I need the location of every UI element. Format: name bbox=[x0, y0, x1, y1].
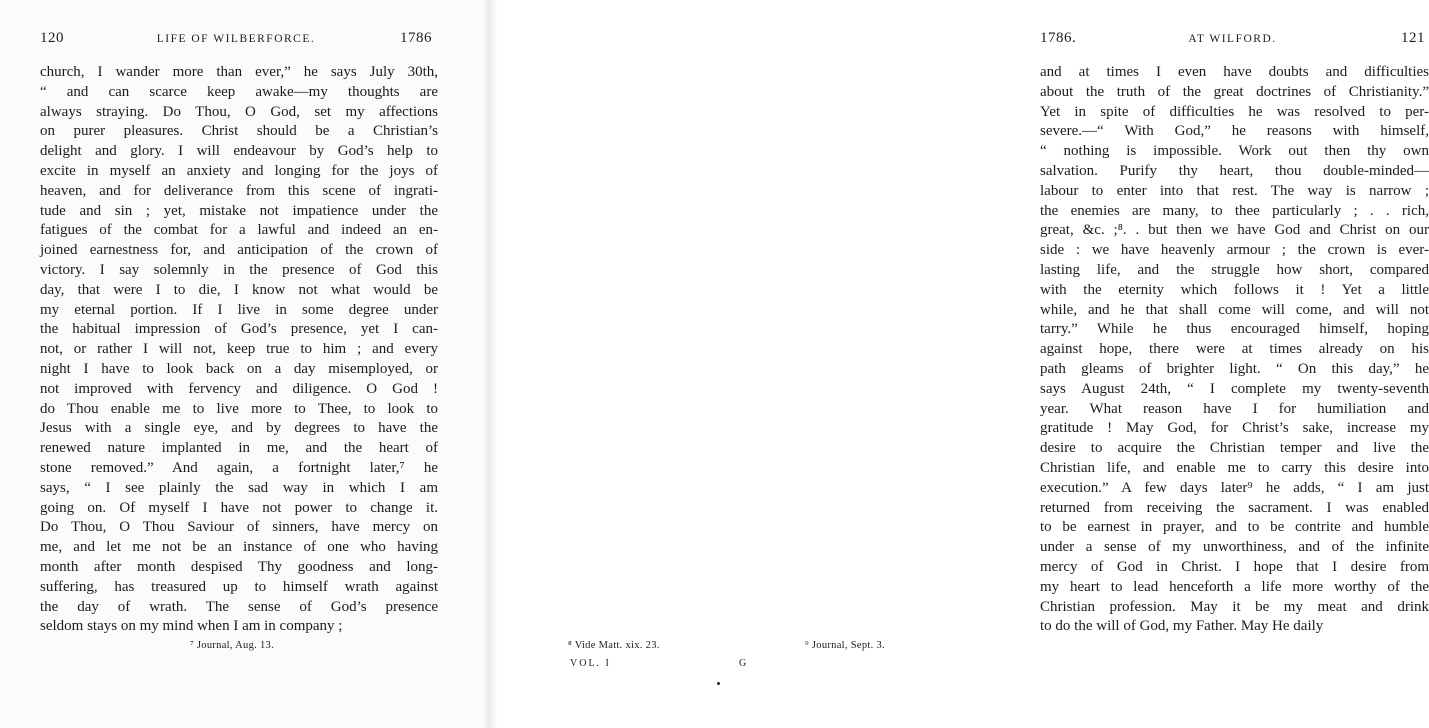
right-text-line: “ nothing is impossible. Work out then thy own bbox=[1040, 143, 1429, 160]
left-text-line: delight and glory. I will endeavour by God’s help to bbox=[40, 143, 438, 160]
left-text-line: says, “ I see plainly the sad way in which I am bbox=[40, 479, 438, 496]
right-text-line: salvation. Purify thy heart, thou double-minded— bbox=[1040, 162, 1429, 179]
right-text-line: year. What reason have I for humiliation and bbox=[1040, 400, 1429, 417]
left-text-line: on purer pleasures. Christ should be a Christian’s bbox=[40, 123, 438, 140]
right-text-line: says August 24th, “ I complete my twenty-seventh bbox=[1040, 380, 1429, 397]
left-text-line: do Thou enable me to live more to Thee, to look to bbox=[40, 400, 438, 417]
left-running-head bbox=[40, 30, 432, 52]
left-text-line: church, I wander more than ever,” he says July 30th, bbox=[40, 64, 438, 80]
left-text-line: me, and let me not be an instance of one who having bbox=[40, 539, 438, 556]
left-text-line: suffering, has treasured up to himself wrath against bbox=[40, 578, 438, 595]
right-text-line: to do the will of God, my Father. May He daily bbox=[1040, 618, 1324, 635]
left-running-year: 1786 bbox=[400, 30, 432, 46]
left-text-line: night I have to look back on a day misemployed, or bbox=[40, 360, 438, 377]
right-text-line: my heart to lead henceforth a life more worthy of the bbox=[1040, 578, 1429, 595]
right-page bbox=[490, 0, 1429, 728]
right-text-line: execution.” A few days later⁹ he adds, “ I am just bbox=[1040, 479, 1429, 496]
left-text-line: day, that were I to die, I know not what would be bbox=[40, 281, 438, 298]
left-text-line: tude and sin ; yet, mistake not impatience under the bbox=[40, 202, 438, 219]
right-text-line: path gleams of brighter light. “ On this day,” he bbox=[1040, 360, 1429, 377]
left-page bbox=[0, 0, 490, 728]
left-running-title: LIFE OF WILBERFORCE. bbox=[156, 33, 316, 45]
left-text-line: my eternal portion. If I live in some degree under bbox=[40, 301, 438, 318]
left-text-line: “ and can scarce keep awake—my thoughts are bbox=[40, 83, 438, 100]
left-footnote: ⁷ Journal, Aug. 13. bbox=[190, 640, 275, 651]
left-text-line: the habitual impression of God’s presence, yet I can- bbox=[40, 321, 438, 338]
right-text-line: Christian profession. May it be my meat and drink bbox=[1040, 598, 1429, 615]
right-text-line: severe.—“ With God,” he reasons with himself, bbox=[1040, 123, 1429, 140]
right-text-line: lasting life, and the struggle how short, compared bbox=[1040, 261, 1429, 278]
right-text-line: the enemies are many, to thee particularly ; . . rich, bbox=[1040, 202, 1429, 219]
right-running-year: 1786. bbox=[1040, 30, 1077, 46]
left-page-number: 120 bbox=[40, 30, 64, 46]
right-text-line: Yet in spite of difficulties he was resolved to per- bbox=[1040, 103, 1429, 120]
right-footnote-8: ⁸ Vide Matt. xix. 23. bbox=[568, 640, 660, 651]
gathering-signature-mark: G bbox=[739, 658, 749, 669]
right-running-title: AT WILFORD. bbox=[1188, 33, 1277, 45]
right-text-line: desire to acquire the Christian temper and live the bbox=[1040, 440, 1429, 457]
left-text-line: Jesus with a single eye, and by degrees to have the bbox=[40, 420, 438, 437]
right-text-line: while, and he that shall come will come, and will not bbox=[1040, 301, 1429, 318]
right-text-line: side : we have heavenly armour ; the crown is ever- bbox=[1040, 242, 1429, 259]
right-text-line: tarry.” While he thus encouraged himself, hoping bbox=[1040, 321, 1429, 338]
right-text-line: with the eternity which follows it ! Yet a little bbox=[1040, 281, 1429, 298]
volume-signature: VOL. I bbox=[570, 658, 611, 669]
left-text-line: victory. I say solemnly in the presence of God this bbox=[40, 261, 438, 278]
left-text-line: stone removed.” And again, a fortnight later,⁷ he bbox=[40, 459, 438, 476]
right-text-line: gratitude ! May God, for Christ’s sake, increase my bbox=[1040, 420, 1429, 437]
right-text-line: against hope, there were at times already on his bbox=[1040, 341, 1429, 358]
right-running-head bbox=[1040, 30, 1425, 52]
right-text-line: Christian life, and enable me to carry this desire into bbox=[1040, 459, 1429, 476]
book-spine-gutter bbox=[482, 0, 498, 728]
left-text-line: joined earnestness for, and anticipation of the crown of bbox=[40, 242, 438, 259]
left-text-line: always straying. Do Thou, O God, set my affections bbox=[40, 103, 438, 120]
right-page-number: 121 bbox=[1401, 30, 1425, 46]
right-text-line: returned from receiving the sacrament. I was enabled bbox=[1040, 499, 1429, 516]
right-body-text bbox=[1040, 63, 1429, 637]
ink-speck bbox=[717, 682, 720, 685]
left-text-line: going on. Of myself I have not power to change it. bbox=[40, 499, 438, 516]
left-text-line: Do Thou, O Thou Saviour of sinners, have mercy on bbox=[40, 519, 438, 536]
left-text-line: not, or rather I will not, keep true to him ; and every bbox=[40, 341, 438, 358]
right-text-line: under a sense of my unworthiness, and of the infinite bbox=[1040, 539, 1429, 556]
left-text-line: seldom stays on my mind when I am in company ; bbox=[40, 618, 343, 635]
right-footnote-9: ⁹ Journal, Sept. 3. bbox=[805, 640, 885, 651]
left-text-line: month after month despised Thy goodness and long- bbox=[40, 558, 438, 575]
right-text-line: and at times I even have doubts and difficulties bbox=[1040, 64, 1429, 80]
left-text-line: excite in myself an anxiety and longing for the joys of bbox=[40, 162, 438, 179]
left-text-line: heaven, and for deliverance from this scene of ingrati- bbox=[40, 182, 438, 199]
left-body-text bbox=[40, 63, 438, 637]
left-text-line: the day of wrath. The sense of God’s presence bbox=[40, 598, 438, 615]
left-text-line: renewed nature implanted in me, and the heart of bbox=[40, 440, 438, 457]
left-text-line: fatigues of the combat for a lawful and indeed an en- bbox=[40, 222, 438, 239]
right-text-line: about the truth of the great doctrines of Christianity.” bbox=[1040, 83, 1429, 100]
right-text-line: mercy of God in Christ. I hope that I desire from bbox=[1040, 558, 1429, 575]
left-text-line: not improved with fervency and diligence. O God ! bbox=[40, 380, 438, 397]
right-text-line: labour to enter into that rest. The way is narrow ; bbox=[1040, 182, 1429, 199]
right-text-line: great, &c. ;⁸. . but then we have God and Christ on our bbox=[1040, 222, 1429, 239]
right-text-line: to be earnest in prayer, and to be contrite and humble bbox=[1040, 519, 1429, 536]
